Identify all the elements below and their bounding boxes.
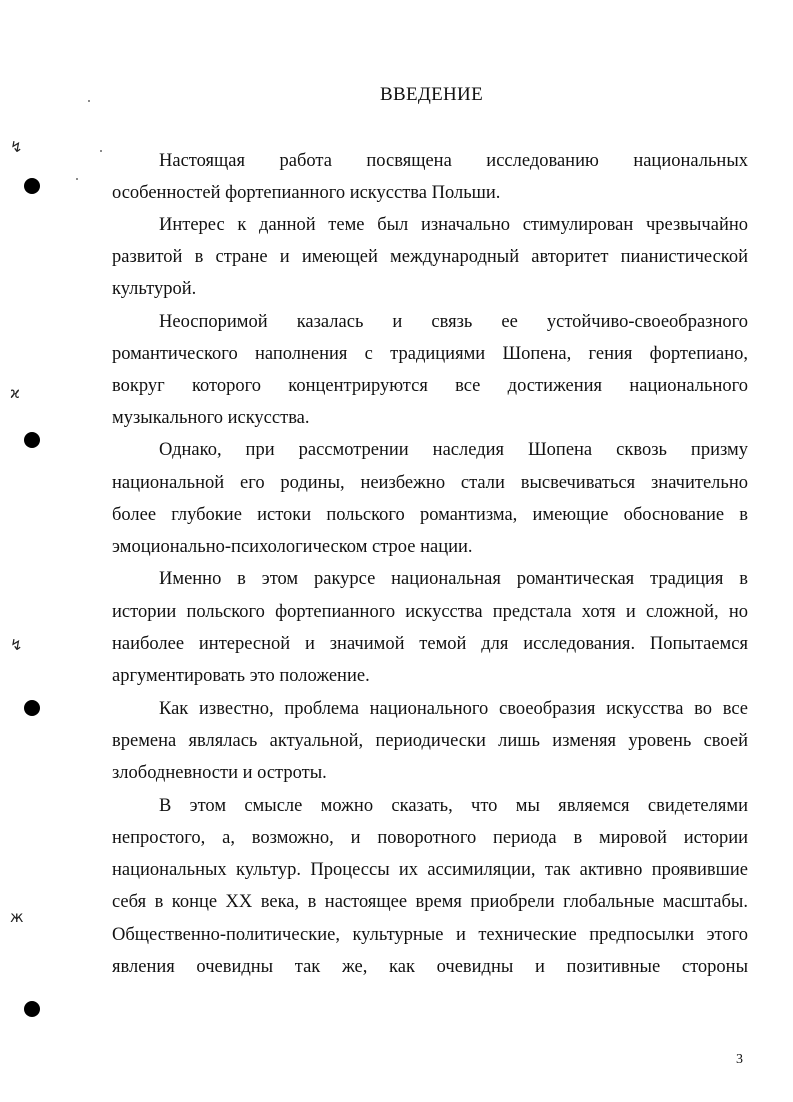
text-line: вокруг которого концентрируются все достижения национального bbox=[112, 376, 748, 396]
text-line: Интерес к данной теме был изначально стимулирован чрезвычайно bbox=[159, 215, 748, 235]
text-line: Настоящая работа посвящена исследованию национальных bbox=[159, 151, 748, 171]
scan-speck bbox=[88, 100, 90, 102]
binder-hole bbox=[24, 432, 40, 448]
text-line: национальной его родины, неизбежно стали высвечиваться значительно bbox=[112, 473, 748, 493]
text-line: Неоспоримой казалась и связь ее устойчиво-своеобразного bbox=[159, 312, 748, 332]
binder-hole bbox=[24, 178, 40, 194]
page-number: 3 bbox=[736, 1052, 743, 1067]
text-line: эмоционально-психологическом строе нации. bbox=[112, 537, 473, 557]
text-line: музыкального искусства. bbox=[112, 408, 310, 428]
text-line: национальных культур. Процессы их ассимиляции, так активно проявившие bbox=[112, 860, 748, 880]
text-line: В этом смысле можно сказать, что мы являемся свидетелями bbox=[159, 796, 748, 816]
text-line: времена являлась актуальной, периодически лишь изменяя уровень своей bbox=[112, 731, 748, 751]
margin-mark: ϰ bbox=[10, 384, 20, 402]
text-line: Однако, при рассмотрении наследия Шопена сквозь призму bbox=[159, 440, 748, 460]
text-line: явления очевидны так же, как очевидны и позитивные стороны bbox=[112, 957, 748, 977]
text-line: развитой в стране и имеющей международный авторитет пианистической bbox=[112, 247, 748, 267]
text-line: романтического наполнения с традициями Шопена, гения фортепиано, bbox=[112, 344, 748, 364]
text-line: наиболее интересной и значимой темой для исследования. Попытаемся bbox=[112, 634, 748, 654]
text-line: аргументировать это положение. bbox=[112, 666, 370, 686]
binder-hole bbox=[24, 700, 40, 716]
binder-hole bbox=[24, 1001, 40, 1017]
text-line: непростого, а, возможно, и поворотного периода в мировой истории bbox=[112, 828, 748, 848]
margin-mark: ↯ bbox=[10, 138, 23, 156]
text-line: особенностей фортепианного искусства Польши. bbox=[112, 183, 501, 203]
text-line: злободневности и остроты. bbox=[112, 763, 327, 783]
text-line: Общественно-политические, культурные и технические предпосылки этого bbox=[112, 925, 748, 945]
margin-mark: ↯ bbox=[10, 636, 23, 654]
text-line: себя в конце XX века, в настоящее время приобрели глобальные масштабы. bbox=[112, 892, 748, 912]
text-line: истории польского фортепианного искусства предстала хотя и сложной, но bbox=[112, 602, 748, 622]
text-line: Как известно, проблема национального своеобразия искусства во все bbox=[159, 699, 748, 719]
text-line: более глубокие истоки польского романтизма, имеющие обоснование в bbox=[112, 505, 748, 525]
text-line: культурой. bbox=[112, 279, 197, 299]
scan-speck bbox=[100, 150, 102, 152]
margin-mark: ж bbox=[10, 908, 24, 926]
scan-speck bbox=[76, 178, 78, 180]
page-title: ВВЕДЕНИЕ bbox=[380, 84, 483, 105]
text-line: Именно в этом ракурсе национальная романтическая традиция в bbox=[159, 569, 748, 589]
